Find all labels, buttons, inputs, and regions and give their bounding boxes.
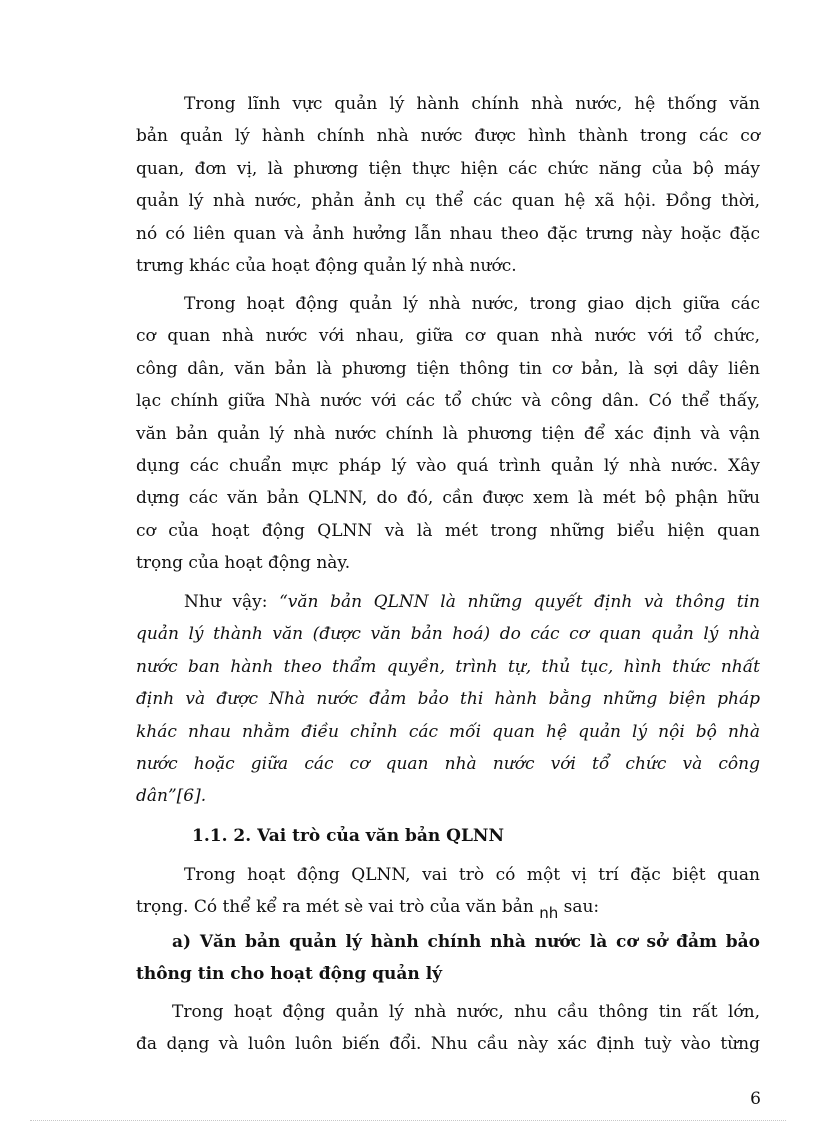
- text-line: trọng của hoạt động này.: [136, 553, 351, 574]
- text-line: a) Văn bản quản lý hành chính nhà nước là cơ sở đảm bảo: [172, 932, 760, 952]
- section-heading: [192, 820, 752, 852]
- section-heading-text: 1.1. 2. Vai trò của văn bản QLNN: [192, 826, 505, 846]
- text-line: [136, 586, 760, 618]
- text-line: Trong hoạt động quản lý nhà nước, nhu cầu thông tin rất lớn,: [172, 1002, 760, 1022]
- text-line: quan, đơn vị, là phương tiện thực hiện các chức năng của bộ máy: [136, 158, 760, 179]
- paragraph-4: [136, 859, 760, 924]
- text-line: nước ban hành theo thẩm quyền, trình tự, thủ tục, hình thức nhất: [136, 656, 760, 677]
- footer-divider: [30, 1120, 786, 1121]
- text-line: bản quản lý hành chính nhà nước được hình thành trong các cơ: [136, 126, 760, 147]
- text-line: lạc chính giữa Nhà nước với các tổ chức và công dân. Có thể thấy,: [136, 391, 760, 412]
- text-fragment: trọng. Có thể kể ra mét sè vai trò của văn bản: [136, 897, 540, 918]
- text-line: định và được Nhà nước đảm bảo thi hành bằng những biện pháp: [136, 689, 760, 710]
- subheading-a: [136, 926, 760, 991]
- text-line: Trong lĩnh vực quản lý hành chính nhà nước, hệ thống văn: [184, 94, 760, 114]
- text-line: văn bản quản lý nhà nước chính là phương tiện để xác định và vận: [136, 423, 760, 444]
- definition-quote: “văn bản QLNN là những quyết định và thông tin: [279, 592, 760, 612]
- text-line: khác nhau nhằm điều chỉnh các mối quan hệ quản lý nội bộ nhà: [136, 721, 760, 742]
- text-line: đa dạng và luôn luôn biến đổi. Nhu cầu này xác định tuỳ vào từng: [136, 1034, 760, 1055]
- paragraph-5: [136, 996, 760, 1061]
- text-line: cơ của hoạt động QLNN và là mét trong những biểu hiện quan: [136, 520, 760, 541]
- text-line: quản lý nhà nước, phản ảnh cụ thể các quan hệ xã hội. Đồng thời,: [136, 191, 760, 212]
- text-line: dựng các văn bản QLNN, do đó, cần được xem là mét bộ phận hữu: [136, 488, 760, 509]
- text-line: nó có liên quan và ảnh hưởng lẫn nhau theo đặc trưng này hoặc đặc: [136, 223, 760, 244]
- text-fragment-small: nh: [539, 904, 559, 923]
- text-line: dụng các chuẩn mực pháp lý vào quá trình quản lý nhà nước. Xây: [136, 456, 760, 477]
- definition-lead: Như vậy:: [184, 592, 280, 612]
- paragraph-1: [136, 88, 760, 282]
- text-line: thông tin cho hoạt động quản lý: [136, 964, 443, 985]
- paragraph-2: [136, 288, 760, 580]
- text-line: [136, 891, 760, 923]
- text-fragment: sau:: [558, 897, 600, 918]
- text-line: quản lý thành văn (được văn bản hoá) do các cơ quan quản lý nhà: [136, 624, 760, 645]
- text-line: cơ quan nhà nước với nhau, giữa cơ quan nhà nước với tổ chức,: [136, 326, 760, 347]
- text-line: công dân, văn bản là phương tiện thông tin cơ bản, là sợi dây liên: [136, 358, 760, 379]
- text-line: dân”[6].: [136, 786, 207, 807]
- text-line: trưng khác của hoạt động quản lý nhà nước.: [136, 256, 517, 277]
- text-line: Trong hoạt động QLNN, vai trò có một vị trí đặc biệt quan: [184, 865, 760, 885]
- page-number: 6: [750, 1089, 761, 1109]
- paragraph-definition: [136, 586, 760, 813]
- text-line: nước hoặc giữa các cơ quan nhà nước với tổ chức và công: [136, 754, 760, 775]
- text-line: Trong hoạt động quản lý nhà nước, trong giao dịch giữa các: [184, 294, 760, 314]
